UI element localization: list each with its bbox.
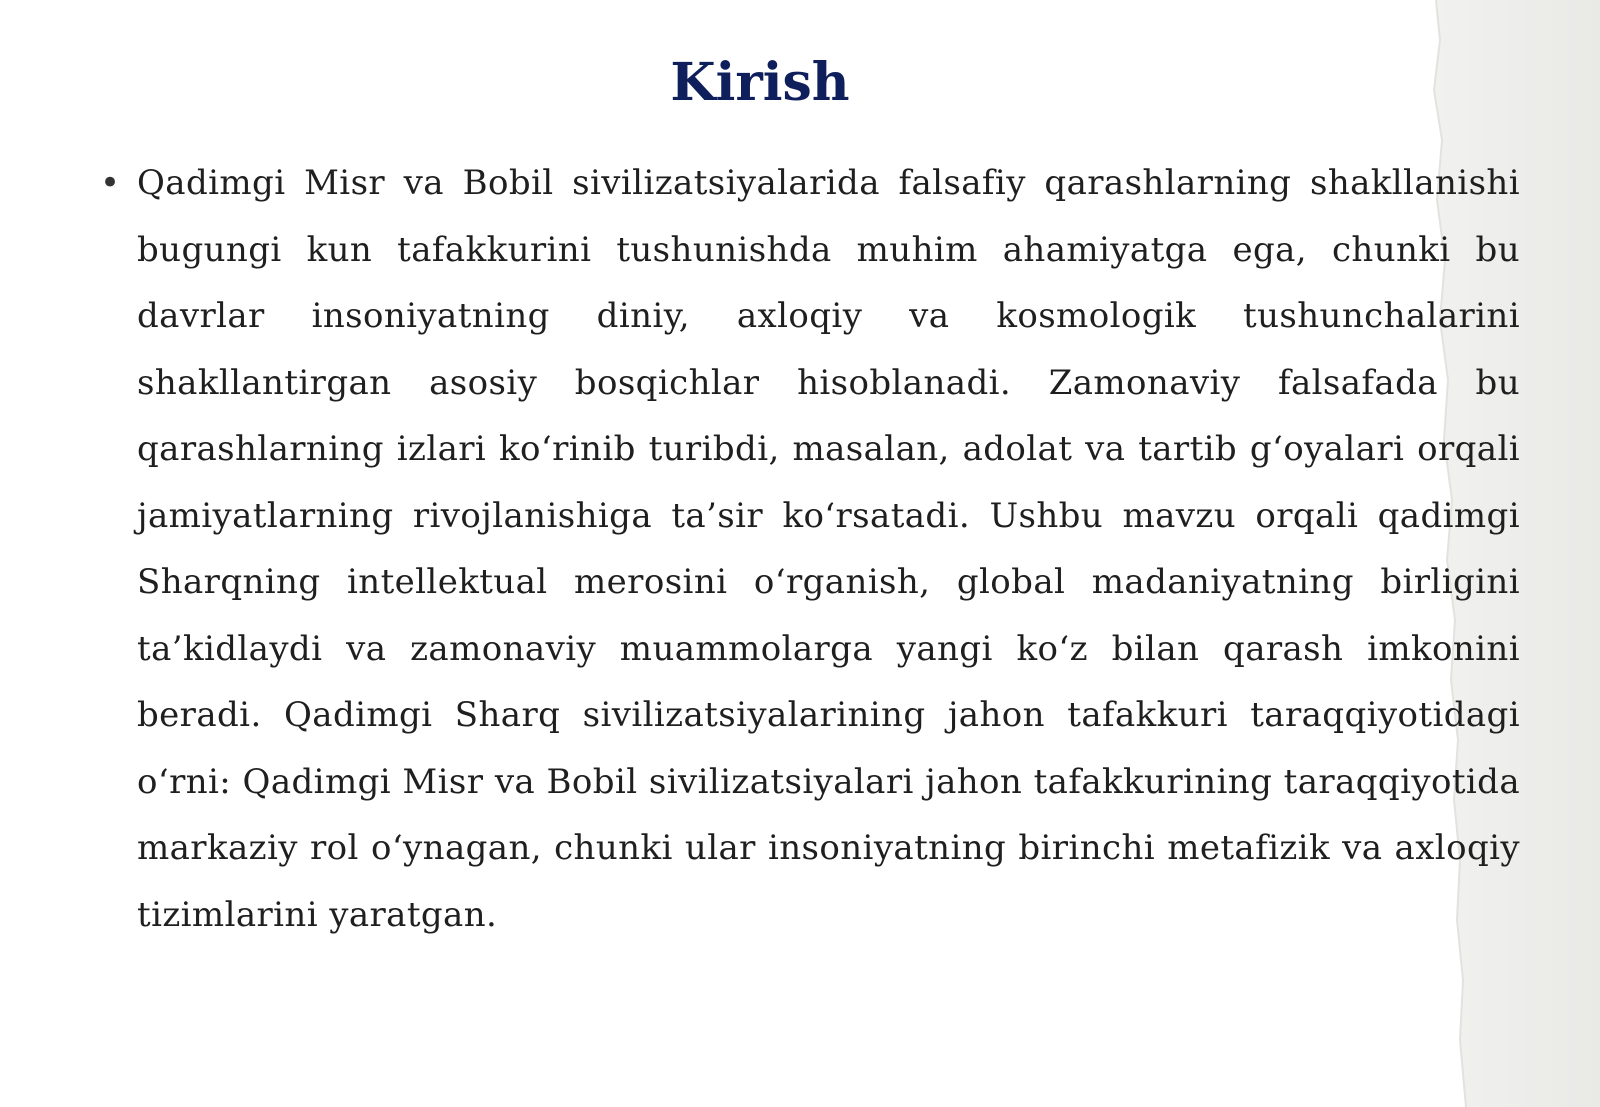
bullet-icon: • (100, 163, 121, 203)
bullet-text: Qadimgi Misr va Bobil sivilizatsiyalarida falsafiy qarashlarning shakllanishi bugungi kun tafakkurini tushunishda muhim ahamiyatga ega, chunki bu davrlar insoniyatning diniy, axloqiy va kosmologik tushunchalarini shakllantirgan asosiy bosqichlar hisoblanadi. Zamonaviy falsafada bu qarashlarning izlari ko‘rinib turibdi, masalan, adolat va tartib g‘oyalari orqali jamiyatlarning rivojlanishiga ta’sir ko‘rsatadi. Ushbu mavzu orqali qadimgi Sharqning intellektual merosini o‘rganish, global madaniyatning birligini ta’kidlaydi va zamonaviy muammolarga yangi ko‘z bilan qarash imkonini beradi. Qadimgi Sharq sivilizatsiyalarining jahon tafakkuri taraqqiyotidagi o‘rni: Qadimgi Misr va Bobil sivilizatsiyalari jahon tafakkurining taraqqiyotida markaziy rol o‘ynagan, chunki ular insoniyatning birinchi metafizik va axloqiy tizimlarini yaratgan. (137, 163, 1520, 935)
slide-body (100, 150, 1520, 948)
slide-title: Kirish (670, 52, 850, 113)
bullet-item (100, 150, 1520, 948)
